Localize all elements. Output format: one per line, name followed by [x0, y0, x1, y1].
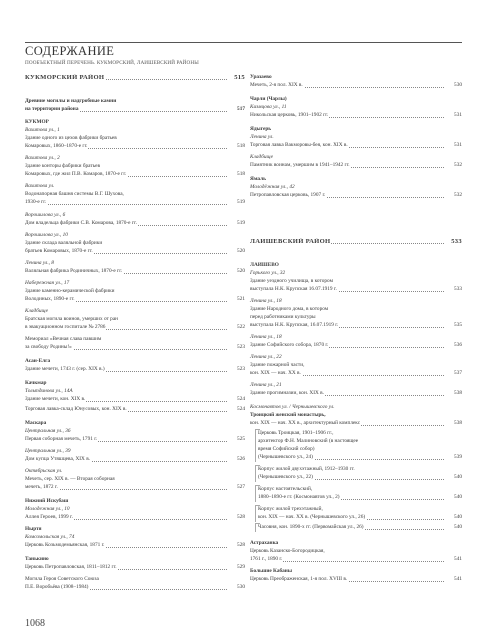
toc-line	[250, 74, 462, 82]
toc-line	[25, 534, 245, 542]
toc-entry	[25, 344, 245, 352]
toc-line	[25, 191, 245, 199]
toc-line	[25, 526, 245, 534]
toc-entry	[25, 220, 245, 228]
toc-entry	[25, 406, 245, 414]
toc-entry-page: 518	[237, 143, 245, 149]
toc-entry-title: Комсомольская ул., 74	[25, 534, 75, 540]
toc-line	[25, 448, 245, 456]
toc-entry-title: 1930-е гг.	[25, 199, 47, 205]
toc-entry-title: Ворошилова ул., 6	[25, 212, 66, 218]
toc-entry-title: Центральная ул., 36	[25, 428, 71, 434]
toc-entry-title: Кизмцова ул., 11	[250, 104, 287, 110]
toc-entry	[258, 494, 462, 502]
toc-line	[25, 358, 245, 366]
toc-entry	[250, 238, 462, 246]
toc-entry-title: архитектор Ф.Н. Малиновский (в настоящее	[258, 438, 359, 444]
toc-line	[25, 135, 245, 143]
toc-entry-title: Танькино	[25, 556, 49, 562]
toc-line	[250, 154, 462, 162]
toc-entry-title: Комаровых, 1860–1870-е гг.	[25, 143, 88, 149]
toc-line	[258, 446, 462, 454]
toc-entry	[25, 564, 245, 572]
toc-line	[250, 270, 462, 278]
toc-entry-title: Петропавловская церковь, 1907 г.	[250, 192, 326, 198]
page-title: СОДЕРЖАНИЕ	[25, 44, 115, 58]
toc-entry-title: мечеть, 1872 г.	[25, 484, 58, 490]
toc-entry-page: 539	[454, 454, 462, 460]
toc-entry	[258, 474, 462, 482]
toc-entry-page: 528	[237, 542, 245, 548]
toc-entry-title: Октябрьская ул.	[25, 468, 63, 474]
toc-entry-page: 530	[454, 82, 462, 88]
toc-entry-page: 517	[237, 106, 245, 112]
toc-entry	[25, 484, 245, 492]
toc-entry	[25, 514, 245, 522]
toc-entry-title: Ленина ул.	[250, 134, 274, 140]
toc-entry	[250, 342, 462, 350]
toc-entry-page: 519	[237, 220, 245, 226]
toc-entry	[250, 192, 462, 200]
toc-line	[250, 334, 462, 342]
toc-entry-title: Уразаево	[250, 74, 272, 80]
toc-line	[25, 468, 245, 476]
toc-entry	[25, 396, 245, 404]
toc-entry-page: 530	[237, 584, 245, 590]
toc-entry	[250, 390, 462, 398]
toc-entry-title: Корпус настоятельский,	[258, 486, 313, 492]
toc-entry-page: 540	[454, 514, 462, 520]
toc-entry-title: Набережная ул., 17	[25, 280, 70, 286]
toc-entry-page: 523	[237, 344, 245, 350]
toc-entry	[25, 143, 245, 151]
toc-entry-page: 519	[237, 199, 245, 205]
toc-entry-title: Качкмар	[25, 380, 47, 386]
toc-entry-title: Троицкий женский монастырь,	[250, 412, 326, 418]
toc-entry-title: (Чернышевского ул., 24)	[258, 454, 313, 460]
toc-entry	[25, 248, 245, 256]
toc-line	[250, 262, 462, 270]
toc-entry-title: выступала Н.К. Крупская, 16.07.1919 г.	[250, 322, 339, 328]
toc-line	[250, 184, 462, 192]
toc-entry-title: Мемориал «Вечная слава павшим	[25, 336, 102, 342]
toc-line	[250, 306, 462, 314]
toc-entry-title: Центральная ул., 39	[25, 448, 71, 454]
toc-entry-page: 518	[237, 171, 245, 177]
toc-entry-title: Асан-Елга	[25, 358, 51, 364]
toc-entry-title: Здание склада валяльной фабрики	[25, 240, 103, 246]
toc-entry-title: Церковь Преображенская, 1-я пол. XVIII в.	[250, 576, 348, 582]
toc-entry	[25, 171, 245, 179]
toc-entry-title: Памятник воинам, умершим в 1941–1942 гг.	[250, 162, 350, 168]
toc-entry-page: 529	[237, 564, 245, 570]
toc-entry-title: Ядыгерь	[250, 126, 272, 132]
toc-entry-page: 533	[454, 286, 462, 292]
toc-entry-title: Валяльная фабрика Родиничных, 1870-е гг.	[25, 268, 123, 274]
toc-entry-title: КУКМОР	[25, 119, 49, 125]
toc-entry-title: время Софийский собор)	[258, 446, 315, 452]
toc-entry-title: Здание мечети, 1743 г. (сер. XIX в.)	[25, 366, 105, 372]
toc-entry-page: 541	[454, 556, 462, 562]
toc-entry-title: Мечеть, 2-я пол. XIX в.	[250, 82, 303, 88]
toc-line	[250, 404, 462, 412]
toc-entry-page: 522	[237, 324, 245, 330]
toc-line	[250, 382, 462, 390]
header-rule	[25, 42, 462, 43]
toc-entry	[25, 268, 245, 276]
toc-entry-page: 535	[454, 322, 462, 328]
toc-line	[250, 412, 462, 420]
toc-entry-page: 528	[237, 514, 245, 520]
toc-entry-title: П.Е. Воробьёва (1908–1984)	[25, 584, 89, 590]
toc-entry	[250, 322, 462, 330]
toc-entry-title: Здание мечети, кон. XIX в.	[25, 396, 86, 402]
toc-line	[258, 438, 462, 446]
toc-entry	[25, 74, 245, 82]
toc-line	[25, 476, 245, 484]
toc-entry	[25, 366, 245, 374]
toc-line	[250, 540, 462, 548]
toc-entry-title: Вахитова ул., 2	[25, 155, 60, 161]
toc-entry-title: Здание одного из цехов фабрики братьев	[25, 135, 117, 141]
toc-entry	[250, 142, 462, 150]
toc-entry	[258, 514, 462, 522]
toc-entry-page: 536	[454, 342, 462, 348]
toc-entry-title: Большие Кабаны	[250, 568, 292, 574]
toc-entry-page: 532	[454, 192, 462, 198]
toc-line	[25, 232, 245, 240]
toc-entry	[25, 106, 245, 114]
toc-entry-title: Маскара	[25, 420, 47, 426]
toc-entry-title: братьев Комаровых, 1870-е гг.	[25, 248, 93, 254]
toc-line	[25, 119, 245, 127]
toc-line	[250, 134, 462, 142]
toc-entry-title: кон. XIX — нач. XX в. (Чернышевского ул., 26)	[258, 514, 366, 520]
toc-entry-page: 540	[454, 524, 462, 530]
toc-entry	[250, 420, 462, 428]
toc-entry-title: за свободу Родины!»	[25, 344, 72, 350]
toc-entry	[250, 286, 462, 294]
toc-entry-page: 538	[454, 390, 462, 396]
toc-line	[250, 126, 462, 134]
toc-entry-title: Ленина ул., 21	[250, 382, 282, 388]
toc-entry	[250, 82, 462, 90]
toc-entry-title: Кладбище	[25, 308, 49, 314]
toc-entry-title: КУКМОРСКИЙ РАЙОН	[25, 74, 105, 81]
toc-entry-title: Здание Народного дома, в котором	[250, 306, 329, 312]
toc-entry-title: Здание уездного училища, в котором	[250, 278, 333, 284]
toc-entry-page: 525	[237, 436, 245, 442]
toc-line	[250, 176, 462, 184]
toc-entry-title: кон. XIX — нач. XX в.	[250, 370, 301, 376]
toc-entry	[25, 456, 245, 464]
toc-entry-title: Чарли (Чарлы)	[250, 96, 287, 102]
toc-line	[25, 316, 245, 324]
toc-entry	[25, 296, 245, 304]
toc-entry-title: Церковь Казанско-Богородицкая,	[250, 548, 325, 554]
toc-entry-title: перед работниками культуры	[250, 314, 316, 320]
toc-entry-title: выступала Н.К. Крупская 16.07.1919 г.	[250, 286, 337, 292]
toc-entry-title: Вахитова ул.	[25, 183, 55, 189]
toc-line	[25, 260, 245, 268]
toc-line	[250, 96, 462, 104]
toc-line	[25, 127, 245, 135]
toc-entry-title: Ныртя	[25, 526, 42, 532]
toc-line	[25, 388, 245, 396]
toc-entry-page: 537	[454, 370, 462, 376]
toc-entry-title: Ямаль	[250, 176, 266, 182]
toc-entry-title: Астраханка	[250, 540, 279, 546]
toc-entry-title: Здание Софийского собора, 1870 г.	[250, 342, 329, 348]
toc-line	[25, 155, 245, 163]
toc-line	[25, 576, 245, 584]
toc-entry-page: 531	[454, 112, 462, 118]
toc-line	[25, 428, 245, 436]
toc-entry-title: Космонавтов ул. / Чернышевского ул.	[250, 404, 335, 410]
toc-entry-title: Никольская церковь, 1901–1902 гг.	[250, 112, 329, 118]
toc-line	[25, 183, 245, 191]
toc-line	[25, 380, 245, 388]
toc-entry-page: 538	[454, 420, 462, 426]
toc-entry-title: Дом купца Утяшцева, XIX в.	[25, 456, 91, 462]
page-subtitle: ПООБЪЕКТНЫЙ ПЕРЕЧЕНЬ. КУКМОРСКИЙ, ЛАИШЕВСКИЙ РАЙОНЫ	[25, 60, 199, 66]
toc-entry-page: 531	[454, 142, 462, 148]
toc-entry-title: Кладбище	[250, 154, 274, 160]
toc-entry-page: 523	[237, 366, 245, 372]
toc-line	[258, 466, 462, 474]
toc-entry-title: Могила Героя Советского Союза	[25, 576, 99, 582]
toc-entry-page: 524	[237, 406, 245, 412]
toc-entry-title: Торговая лавка Вакморовы-бея, кон. XIX в.	[250, 142, 348, 148]
page-number: 1068	[25, 618, 45, 629]
toc-entry-page: 520	[237, 248, 245, 254]
toc-line	[25, 280, 245, 288]
toc-entry-title: Здание прогимназии, кон. XIX в.	[250, 390, 324, 396]
toc-entry-title: Вахитова ул., 1	[25, 127, 60, 133]
toc-entry-title: (Чернышевского ул., 22)	[258, 474, 313, 480]
toc-entry	[250, 556, 462, 564]
toc-entry-title: ЛАИШЕВСКИЙ РАЙОН	[250, 238, 331, 245]
toc-entry-title: Ворошилова ул., 10	[25, 232, 68, 238]
toc-entry-page: 515	[234, 74, 245, 81]
toc-entry	[258, 524, 462, 532]
toc-entry-title: Молодёжная ул., 42	[250, 184, 295, 190]
toc-entry-page: 521	[237, 296, 245, 302]
toc-line	[25, 336, 245, 344]
toc-entry-title: Здание конторы фабрики братьев	[25, 163, 100, 169]
toc-line	[25, 163, 245, 171]
toc-entry	[25, 542, 245, 550]
toc-entry	[25, 436, 245, 444]
toc-entry-title: Здание каменно-керамической фабрики	[25, 288, 115, 294]
toc-line	[258, 430, 462, 438]
toc-entry-title: Первая соборная мечеть, 1791 г.	[25, 436, 98, 442]
toc-entry-page: 532	[454, 162, 462, 168]
toc-entry-title: Здание пожарной части,	[250, 362, 305, 368]
toc-entry-page: 541	[454, 576, 462, 582]
toc-entry-title: Нижний Искубаш	[25, 498, 69, 504]
toc-entry-title: 1880–1890-е гг. (Космонавтов ул., 2)	[258, 494, 340, 500]
toc-line	[25, 556, 245, 564]
toc-line	[25, 308, 245, 316]
toc-line	[250, 314, 462, 322]
toc-entry-title: Дом владельца фабрики С.В. Комарова, 1870-е гг.	[25, 220, 137, 226]
toc-entry-title: Тольтдинова ул., 14А	[25, 388, 73, 394]
toc-entry-title: Аллея Героев, 1999 г.	[25, 514, 73, 520]
toc-line	[25, 240, 245, 248]
toc-entry-page: 527	[237, 484, 245, 490]
toc-line	[25, 288, 245, 296]
toc-entry-title: Володиных, 1890-е гг.	[25, 296, 75, 302]
toc-line	[250, 354, 462, 362]
toc-entry-title: Церковь Козьмодемьянская, 1871 г.	[25, 542, 105, 548]
toc-entry	[25, 199, 245, 207]
toc-entry-title: Церковь Троицкая, 1901–1906 гг.,	[258, 430, 334, 436]
toc-line	[25, 506, 245, 514]
toc-entry-title: Братская могила воинов, умерших от ран	[25, 316, 119, 322]
toc-entry	[250, 576, 462, 584]
toc-entry-title: Мечеть, сер. XIX в. — Вторая соборная	[25, 476, 115, 482]
toc-entry-title: Корпус жилой трехэтажный,	[258, 506, 323, 512]
toc-line	[250, 362, 462, 370]
toc-entry-title: Ленина ул., 18	[250, 298, 282, 304]
toc-entry	[258, 454, 462, 462]
toc-entry-title: Часовня, кон. 1890-х гг. (Первомайская ул., 26)	[258, 524, 364, 530]
toc-entry-page: 524	[237, 396, 245, 402]
toc-line	[25, 98, 245, 106]
toc-entry-title: Ленина ул., 22	[250, 354, 282, 360]
toc-entry-page: 526	[237, 456, 245, 462]
toc-entry-title: Ленина ул., 18	[250, 334, 282, 340]
toc-line	[25, 212, 245, 220]
toc-entry-title: в эвакуационном госпитале № 2786	[25, 324, 106, 330]
toc-line	[25, 420, 245, 428]
toc-line	[250, 548, 462, 556]
toc-entry-title: кон. XIX — нач. XX в., архитектурный комплекс	[250, 420, 361, 426]
toc-entry-page: 520	[237, 268, 245, 274]
toc-entry-page: 540	[454, 494, 462, 500]
toc-entry-title: Корпус жилой двухэтажный, 1912–1930 гг.	[258, 466, 355, 472]
toc-entry-title: Водонапорная башня системы В.Г. Шухова,	[25, 191, 124, 197]
toc-entry	[25, 324, 245, 332]
toc-entry-title: ЛАИШЕВО	[250, 262, 279, 268]
toc-entry	[250, 112, 462, 120]
toc-line	[258, 506, 462, 514]
toc-entry-title: Торговая лавка-склад Юнусовых, кон. XIX в.	[25, 406, 127, 412]
toc-entry-page: 533	[451, 238, 462, 245]
toc-line	[250, 278, 462, 286]
toc-line	[25, 498, 245, 506]
toc-entry-title: Комаровых, где жил П.В. Комаров, 1870-е гг.	[25, 171, 127, 177]
toc-entry	[250, 370, 462, 378]
toc-line	[250, 104, 462, 112]
toc-entry-title: Древние могилы и надгробные камни	[25, 98, 117, 104]
toc-line	[250, 298, 462, 306]
toc-entry	[25, 584, 245, 592]
toc-entry-title: Церковь Петропавловская, 1811–1812 гг.	[25, 564, 117, 570]
toc-entry-title: 1761 г., 1890 г.	[250, 556, 283, 562]
toc-entry-page: 540	[454, 474, 462, 480]
toc-line	[250, 568, 462, 576]
toc-entry-title: Ленина ул., 8	[25, 260, 54, 266]
toc-entry-title: Горького ул., 32	[250, 270, 286, 276]
toc-entry	[250, 162, 462, 170]
toc-entry-title: на территории района	[25, 106, 79, 112]
toc-line	[258, 486, 462, 494]
toc-entry-title: Молодежная ул., 10	[25, 506, 70, 512]
